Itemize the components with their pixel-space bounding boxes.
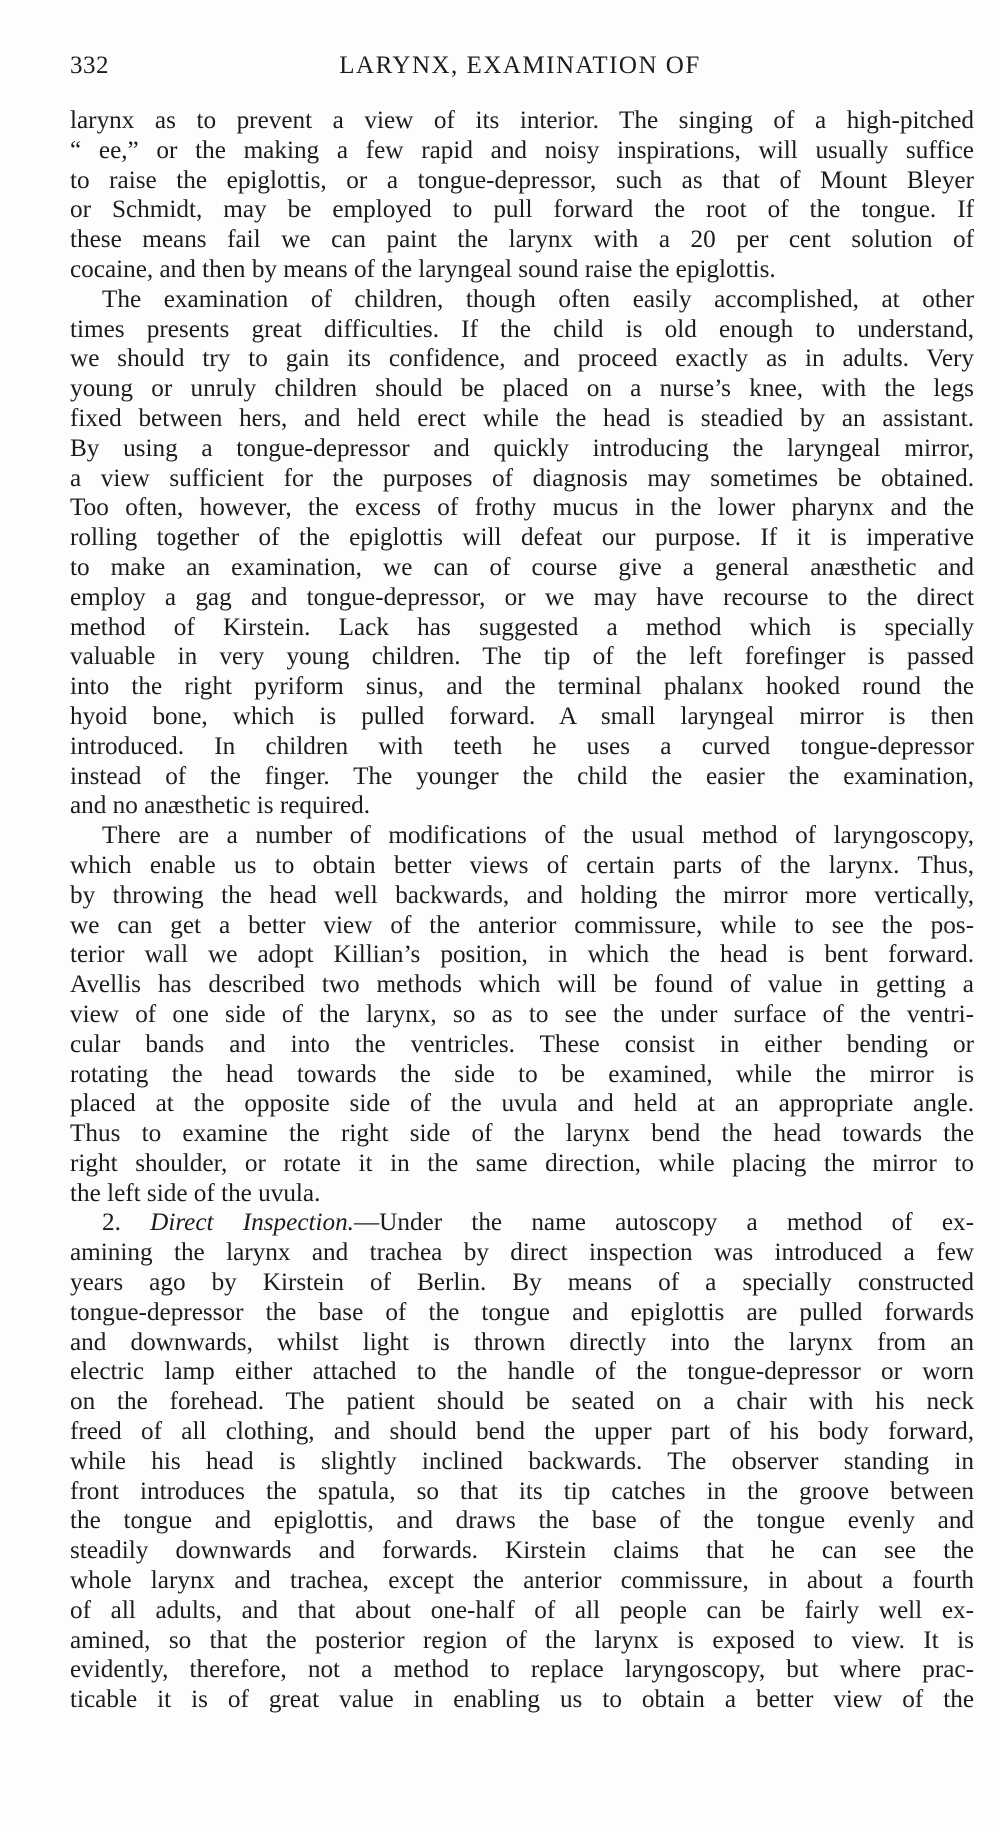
section-text: —Under the name autoscopy a method of ex-	[353, 1209, 974, 1237]
text-line: or Schmidt, may be employed to pull forward the root of the tongue. If	[70, 196, 974, 224]
text-line: terior wall we adopt Killian’s position, in which the head is bent forward.	[70, 941, 974, 969]
text-line: instead of the finger. The younger the child the easier the examination,	[70, 762, 974, 790]
text-line	[70, 1208, 974, 1238]
text-line: There are a number of modifications of the usual method of laryngoscopy,	[102, 822, 974, 850]
section-number: 2.	[102, 1209, 151, 1237]
text-line: ticable it is of great value in enabling us to obtain a better view of the	[70, 1686, 974, 1714]
section-heading-italic: Direct Inspection.	[150, 1209, 354, 1237]
text-line: the tongue and epiglottis, and draws the base of the tongue evenly and	[70, 1507, 974, 1535]
text-line: “ ee,” or the making a few rapid and noisy inspirations, will usually suffice	[70, 136, 974, 164]
text-line: of all adults, and that about one-half of all people can be fairly well ex-	[70, 1596, 974, 1624]
text-line: whole larynx and trachea, except the anterior commissure, in about a fourth	[70, 1567, 974, 1595]
text-line: to make an examination, we can of course give a general anæsthetic and	[70, 553, 974, 581]
text-line: the left side of the uvula.	[70, 1179, 321, 1207]
text-line: valuable in very young children. The tip of the left forefinger is passed	[70, 643, 974, 671]
text-line: to raise the epiglottis, or a tongue-depressor, such as that of Mount Bleyer	[70, 166, 974, 194]
text-line: we should try to gain its confidence, and proceed exactly as in adults. Very	[70, 345, 974, 373]
text-line: hyoid bone, which is pulled forward. A small laryngeal mirror is then	[70, 702, 974, 730]
text-line: while his head is slightly inclined backwards. The observer standing in	[70, 1447, 974, 1475]
text-line: rolling together of the epiglottis will defeat our purpose. If it is imperative	[70, 524, 974, 552]
text-line: fixed between hers, and held erect while the head is steadied by an assistant.	[70, 404, 974, 432]
text-line: steadily downwards and forwards. Kirstein claims that he can see the	[70, 1537, 974, 1565]
text-line: cocaine, and then by means of the laryngeal sound raise the epiglottis.	[70, 255, 776, 283]
text-line: Too often, however, the excess of frothy mucus in the lower pharynx and the	[70, 494, 974, 522]
text-line: years ago by Kirstein of Berlin. By means of a specially constructed	[70, 1269, 974, 1297]
text-line: these means fail we can paint the larynx with a 20 per cent solution of	[70, 226, 974, 254]
text-line: tongue-depressor the base of the tongue and epiglottis are pulled forwards	[70, 1298, 974, 1326]
text-line: and downwards, whilst light is thrown directly into the larynx from an	[70, 1328, 974, 1356]
running-head: LARYNX, EXAMINATION OF	[339, 52, 701, 79]
text-line: electric lamp either attached to the handle of the tongue-depressor or worn	[70, 1358, 974, 1386]
text-line: young or unruly children should be placed on a nurse’s knee, with the legs	[70, 375, 974, 403]
text-line: The examination of children, though often easily accomplished, at other	[102, 285, 974, 313]
text-line: into the right pyriform sinus, and the terminal phalanx hooked round the	[70, 673, 974, 701]
text-line: right shoulder, or rotate it in the same direction, while placing the mirror to	[70, 1149, 974, 1177]
text-line: on the forehead. The patient should be seated on a chair with his neck	[70, 1388, 974, 1416]
text-line: employ a gag and tongue-depressor, or we may have recourse to the direct	[70, 583, 974, 611]
text-line: we can get a better view of the anterior commissure, while to see the pos-	[70, 911, 974, 939]
text-line: By using a tongue-depressor and quickly introducing the laryngeal mirror,	[70, 434, 974, 462]
body-text	[70, 106, 974, 1715]
text-line: amining the larynx and trachea by direct inspection was introduced a few	[70, 1239, 974, 1267]
text-line: Thus to examine the right side of the larynx bend the head towards the	[70, 1120, 974, 1148]
text-line: freed of all clothing, and should bend the upper part of his body forward,	[70, 1418, 974, 1446]
page-header	[70, 52, 930, 92]
text-line: Avellis has described two methods which will be found of value in getting a	[70, 971, 974, 999]
text-line: cular bands and into the ventricles. These consist in either bending or	[70, 1030, 974, 1058]
text-line: rotating the head towards the side to be examined, while the mirror is	[70, 1060, 974, 1088]
text-line: a view sufficient for the purposes of diagnosis may sometimes be obtained.	[70, 464, 974, 492]
text-line: by throwing the head well backwards, and holding the mirror more vertically,	[70, 881, 974, 909]
page-number: 332	[70, 52, 109, 79]
text-line: which enable us to obtain better views of certain parts of the larynx. Thus,	[70, 851, 974, 879]
text-line: and no anæsthetic is required.	[70, 792, 371, 820]
text-line: larynx as to prevent a view of its interior. The singing of a high-pitched	[70, 107, 974, 134]
text-line: times presents great difficulties. If the child is old enough to understand,	[70, 315, 974, 343]
text-line: amined, so that the posterior region of the larynx is exposed to view. It is	[70, 1626, 974, 1654]
text-line: introduced. In children with teeth he uses a curved tongue-depressor	[70, 732, 974, 760]
text-line: front introduces the spatula, so that its tip catches in the groove between	[70, 1477, 974, 1505]
text-line: method of Kirstein. Lack has suggested a method which is specially	[70, 613, 974, 641]
text-line: placed at the opposite side of the uvula and held at an appropriate angle.	[70, 1090, 974, 1118]
text-line: evidently, therefore, not a method to replace laryngoscopy, but where prac-	[70, 1656, 974, 1684]
text-line: view of one side of the larynx, so as to see the under surface of the ventri-	[70, 1000, 974, 1028]
